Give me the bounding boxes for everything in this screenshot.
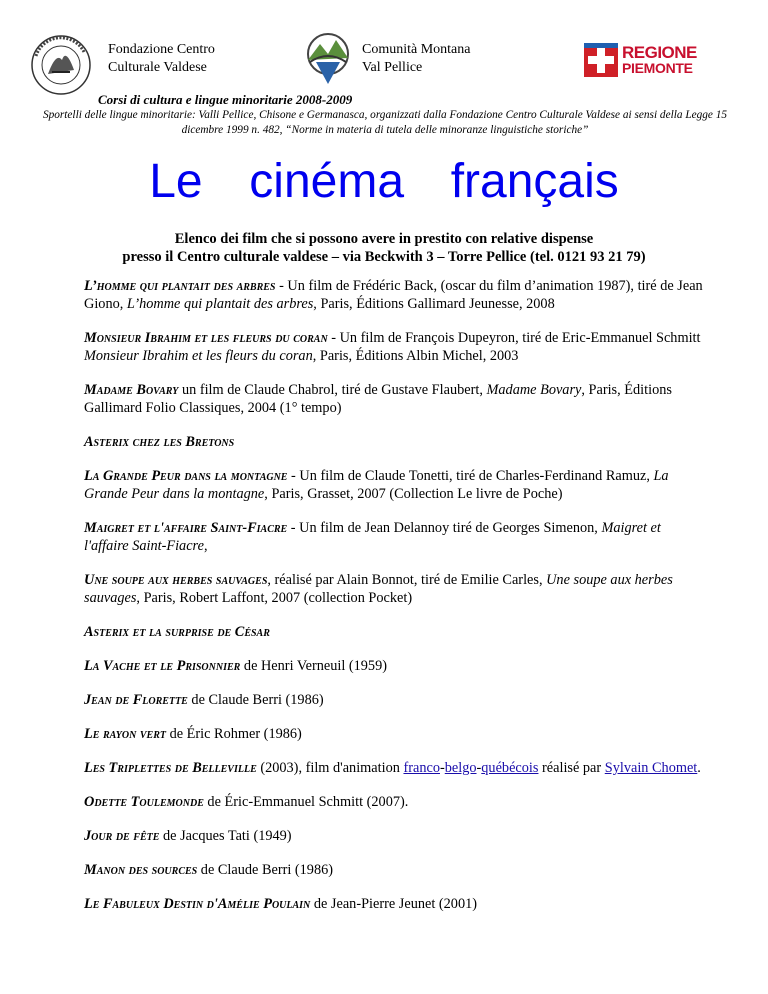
film-entry: Les Triplettes de Belleville (2003), film d'animation franco-belgo-québécois réalisé par Sylvain Chomet. [84, 760, 701, 776]
film-desc-end: , [203, 538, 208, 554]
film-desc: de Éric Rohmer (1986) [166, 726, 302, 742]
film-entry [84, 277, 704, 313]
film-entry [84, 467, 704, 503]
film-entry [84, 793, 704, 811]
film-desc: réalisé par [538, 760, 605, 776]
centro-culturale-seal-logo [26, 34, 96, 96]
comunita-montana-logo [302, 32, 354, 86]
link-belgo[interactable]: belgo [444, 760, 477, 776]
org-comunita-line2: Val Pellice [362, 60, 423, 75]
film-desc-end: . [697, 760, 701, 776]
link-sylvain-chomet[interactable]: Sylvain Chomet [604, 760, 698, 776]
film-title: Madame Bovary [84, 382, 179, 398]
film-desc: de Jean-Pierre Jeunet (2001) [310, 896, 478, 912]
page-title: Le cinéma français [149, 155, 619, 208]
region-line1: REGIONE [622, 43, 697, 62]
book-title: La Grande Peur dans la montagne [84, 468, 669, 502]
org-fondazione [108, 41, 215, 77]
film-desc: (2003), film d'animation [256, 760, 404, 776]
link-franco[interactable]: franco [403, 760, 440, 776]
film-desc-end: , Paris, Éditions Gallimard Jeunesse, 2008 [313, 296, 555, 312]
film-desc-end: , Paris, Éditions Albin Michel, 2003 [312, 348, 519, 364]
film-desc: de Éric-Emmanuel Schmitt (2007). [203, 794, 409, 810]
film-desc-end: , Paris, Grasset, 2007 (Collection Le livre de Poche) [264, 486, 563, 502]
film-entry [84, 433, 704, 451]
film-desc-end: , Paris, Robert Laffont, 2007 (collection Pocket) [136, 590, 413, 606]
film-title: Le Fabuleux Destin d'Amélie Poulain [84, 896, 311, 912]
film-title: Les Triplettes de Belleville [84, 760, 257, 776]
film-entry [84, 657, 704, 675]
film-desc: de Jacques Tati (1949) [159, 828, 292, 844]
course-subtitle: Sportelli delle lingue minoritarie: Valli Pellice, Chisone e Germanasca, organizzati dalla Fondazione Centro Culturale Valdese ai sensi della Legge 15 dicembre 1999 n. 482, “Norme in materia di tutela delle minoranze linguistiche storiche” [42, 109, 728, 136]
org-comunita-line1: Comunità Montana [362, 42, 471, 57]
film-entry [84, 519, 704, 555]
regione-piemonte-logo [584, 43, 697, 77]
book-title: Maigret et l'affaire Saint-Fiacre [84, 520, 661, 554]
film-title: Asterix et la surprise de César [84, 624, 270, 640]
course-title: Corsi di cultura e lingue minoritarie 2008-2009 [98, 92, 353, 107]
film-title: Le rayon vert [84, 726, 167, 742]
intro-line2: presso il Centro culturale valdese – via Beckwith 3 – Torre Pellice (tel. 0121 93 21 79) [122, 249, 646, 265]
book-title: Madame Bovary [486, 382, 582, 398]
film-list [84, 277, 704, 929]
film-title: Jean de Florette [84, 692, 188, 708]
book-title: Une soupe aux herbes sauvages [84, 572, 673, 606]
film-desc: - Un film de Frédéric Back, (oscar du film d’animation 1987), tiré de Jean Giono, [84, 278, 703, 312]
film-desc: - Un film de Jean Delannoy tiré de Georges Simenon, [287, 520, 602, 536]
piemonte-cross-icon [584, 43, 618, 77]
film-title: Odette Toulemonde [84, 794, 204, 810]
org-comunita-montana [362, 41, 471, 77]
film-entry [84, 623, 704, 641]
film-desc: de Claude Berri (1986) [187, 692, 324, 708]
film-title: L’homme qui plantait des arbres [84, 278, 276, 294]
film-entry [84, 725, 704, 743]
book-title: Monsieur Ibrahim et les fleurs du coran [84, 348, 313, 364]
intro-text [0, 230, 768, 266]
film-desc: - Un film de François Dupeyron, tiré de Eric-Emmanuel Schmitt [327, 330, 701, 346]
regione-piemonte-text [622, 44, 697, 76]
film-entry [84, 827, 704, 845]
film-entry [84, 571, 704, 607]
film-desc-end: , Paris, Éditions Gallimard Folio Classiques, 2004 (1° tempo) [84, 382, 672, 416]
org-fondazione-line1: Fondazione Centro [108, 42, 215, 57]
film-title: La Grande Peur dans la montagne [84, 468, 288, 484]
intro-line1: Elenco dei film che si possono avere in prestito con relative dispense [174, 231, 594, 247]
film-entry [84, 691, 704, 709]
film-title: Jour de fête [84, 828, 160, 844]
film-desc: - Un film de Claude Tonetti, tiré de Charles-Ferdinand Ramuz, [287, 468, 654, 484]
film-title: Une soupe aux herbes sauvages [84, 572, 268, 588]
film-entry [84, 895, 704, 913]
film-title: Monsieur Ibrahim et les fleurs du coran [84, 330, 328, 346]
film-title: Manon des sources [84, 862, 198, 878]
region-line2: PIEMONTE [622, 60, 693, 76]
film-desc: de Henri Verneuil (1959) [240, 658, 387, 674]
film-desc: , réalisé par Alain Bonnot, tiré de Emilie Carles, [267, 572, 547, 588]
film-title: Asterix chez les Bretons [84, 434, 235, 450]
film-entry [84, 861, 704, 879]
film-entry [84, 329, 704, 365]
film-title: Maigret et l'affaire Saint-Fiacre [84, 520, 288, 536]
film-desc: un film de Claude Chabrol, tiré de Gustave Flaubert, [178, 382, 487, 398]
film-entry [84, 381, 704, 417]
org-fondazione-line2: Culturale Valdese [108, 60, 207, 75]
book-title: L’homme qui plantait des arbres [126, 296, 314, 312]
film-title: La Vache et le Prisonnier [84, 658, 241, 674]
link-quebecois[interactable]: québécois [481, 760, 539, 776]
film-desc: de Claude Berri (1986) [197, 862, 334, 878]
